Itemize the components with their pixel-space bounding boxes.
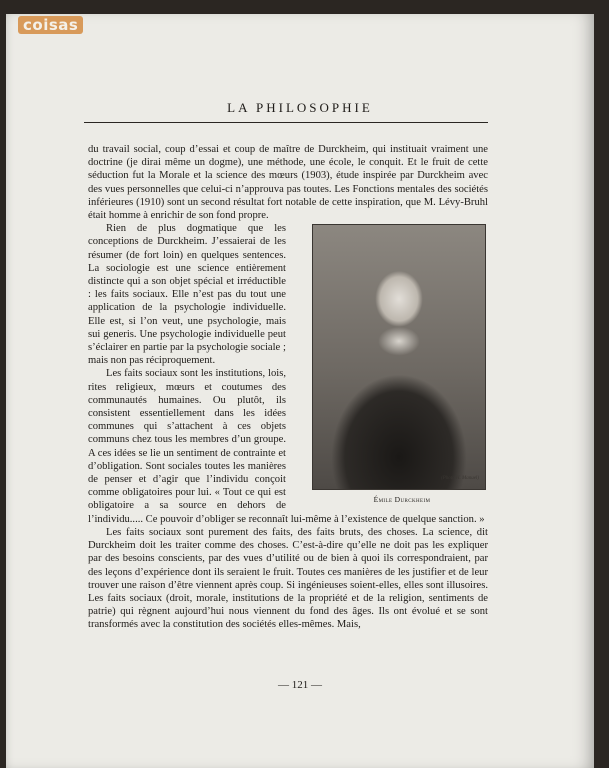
paragraph-3: Les faits sociaux sont les institutions, lois, rites religieux, mœurs et coutumes des communautés humaines. Ou plutôt, ils consistent essentiellement dans les idées communes qui s’attachent à ces objets communs chez tous les membres d’un groupe. A ces idées se lie un sentiment de contrainte et d’obligation. Sont sociales toutes les manières de penser et d’agir que l’individu conçoit comme obligatoires pour lui. « Tout ce qui est obligatoire a sa source en dehors de l’individu..... Ce pouvoir d’obliger se reconnaît lui-même à l’existence de quelque sanction. » [88,368,485,525]
watermark-logo: coisas [18,16,83,34]
paragraph-2: Rien de plus dogmatique que les conceptions de Durckheim. J’essaierai de les résumer (de fort loin) en quelques sentences. La sociologie est une science entièrement distincte qui a son objet spécial et irréductible : les faits sociaux. Elle n’est pas du tout une application de la psychologie individuelle. Elle est, si l’on veut, une psychologie, mais sui generis. Une psychologie individuelle peut s’éclairer en partie par la psychologie sociale ; mais non pas réciproquement. [88,223,286,367]
photo-credit: (Photo H. Manuel) [441,476,479,482]
body-text [88,143,488,632]
figure-caption: Émile Durckheim [373,495,431,505]
book-page [6,14,594,768]
running-title: LA PHILOSOPHIE [227,100,373,115]
portrait-photo [312,224,486,490]
page-number: — 121 — [278,679,322,691]
paragraph-4: Les faits sociaux sont purement des faits, des faits bruts, des choses. La science, dit Durckheim doit les traiter comme des choses. C’est-à-dire qu’elle ne doit pas les expliquer par des besoins conscients, par des vues d’utilité ou de bien à quoi ils correspondraient, par des leçons d’expérience dont ils seraient le fruit. Toutes ces manières de les justifier et de leur trouver une raison d’être viennent après coup. Si ingénieuses soient-elles, elles sont illusoires. Les faits sociaux (droit, morale, institutions de la propriété et de la religion, sentiments de patrie) qui règnent aujourd’hui nous viennent du fond des âges. Ils ont évolué et se sont transformés avec la constitution des sociétés elles-mêmes. Mais, [88,526,488,631]
header-rule [84,122,488,123]
portrait-figure [316,224,488,505]
paragraph-1: du travail social, coup d’essai et coup de maître de Durckheim, qui instituait vraiment une doctrine (je dirai même un dogme), une méthode, une école, le conquit. Et le fruit de cette séduction fut la Morale et la science des mœurs (1903), étude inspirée par Durckheim avec des vues personnelles que celui-ci n’approuva pas toutes. Les Fonctions mentales des sociétés inférieures (1910) sont un second résultat fort notable de cette inspiration, que M. Lévy-Bruhl était homme à enrichir de son fond propre. [88,144,488,222]
